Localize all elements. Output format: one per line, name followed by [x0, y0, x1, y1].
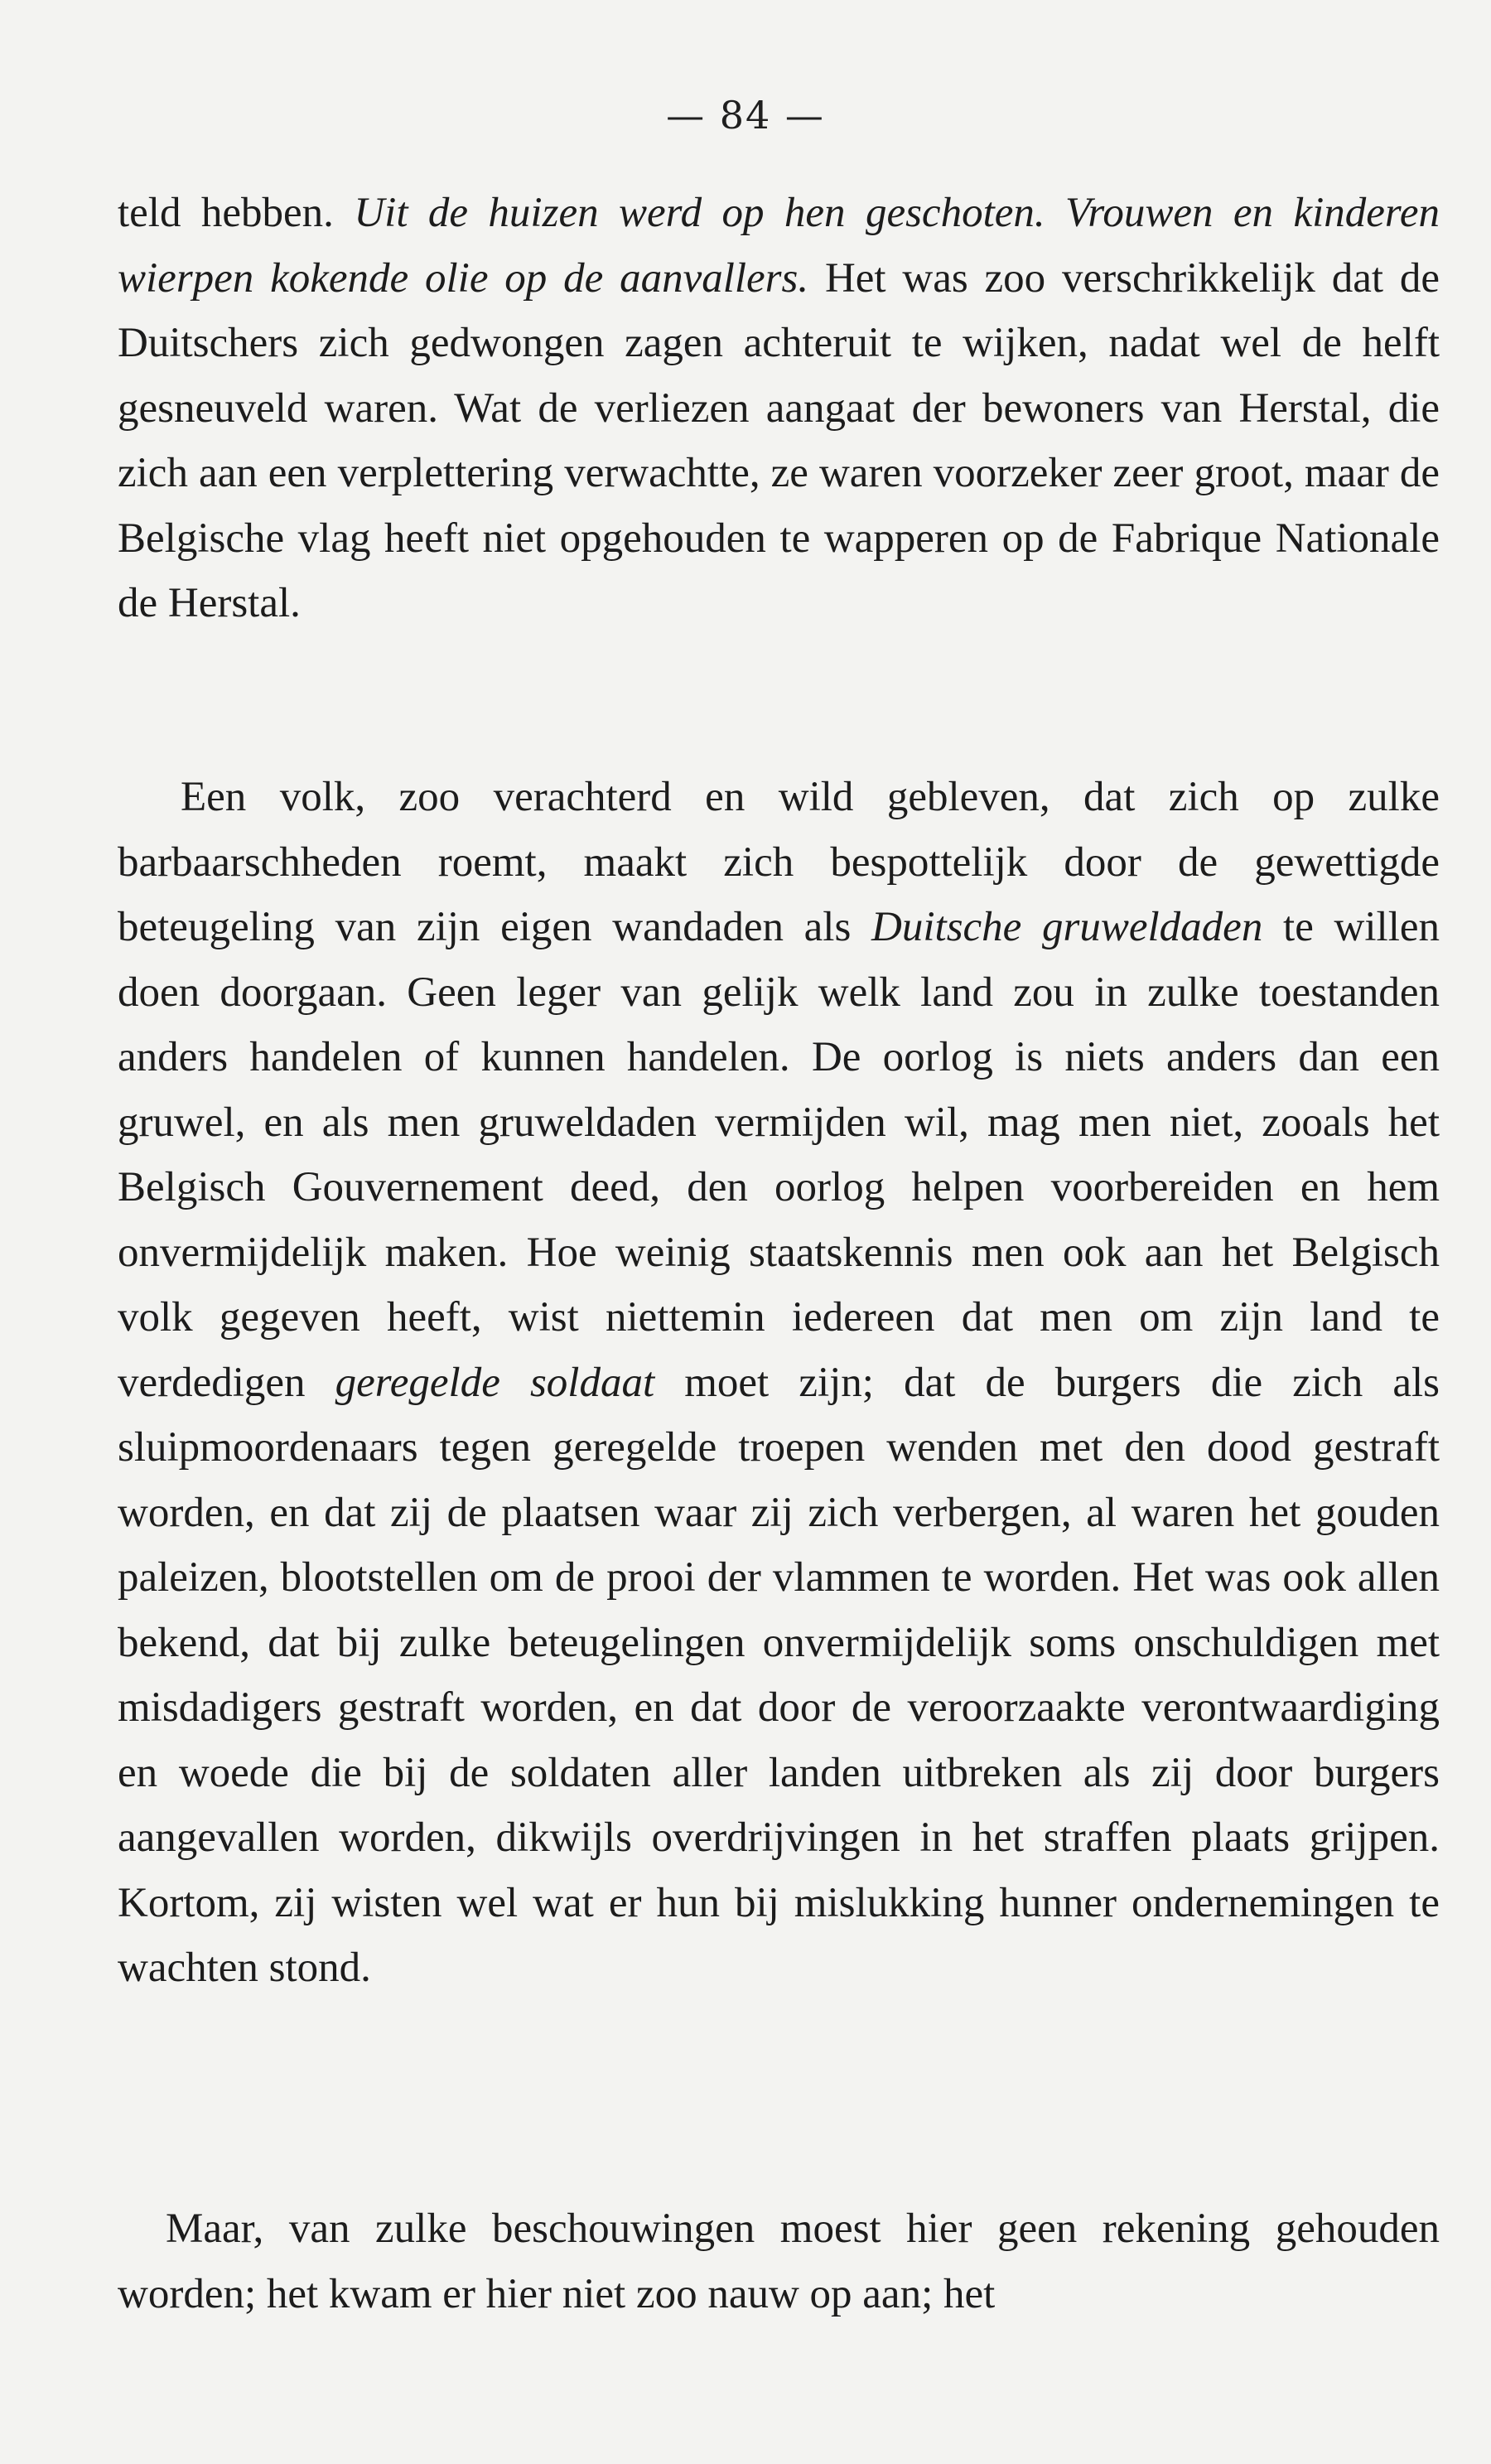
paragraph-2-italic-2: geregelde soldaat	[335, 1359, 655, 1406]
paragraph-2-text-a: Een volk, zoo verachterd en wild gebleven, dat zich op zulke barbaarschheden roemt, maakt zich bespottelijk door de gewettigde beteugeling van zijn eigen wandaden als	[118, 774, 1440, 950]
paragraph-3	[118, 2196, 1440, 2326]
paragraph-1-text-c: Het was zoo verschrikkelijk dat de Duitschers zich gedwongen zagen achteruit te wijken, nadat wel de helft gesneuveld waren. Wat de verliezen aangaat der bewoners van Herstal, die zich aan een verplettering verwachtte, ze waren voorzeker zeer groot, maar de Belgische vlag heeft niet opgehouden te wapperen op de Fabrique Nationale de Herstal.	[118, 254, 1440, 626]
paragraph-2-text-c: te willen doen doorgaan. Geen leger van gelijk welk land zou in zulke toestanden anders handelen of kunnen handelen. De oorlog is niets anders dan een gruwel, en als men gruweldaden vermijden wil, mag men niet, zooals het Belgisch Gouvernement deed, den oorlog helpen voorbereiden en hem onvermijdelijk maken. Hoe weinig staatskennis men ook aan het Belgisch volk gegeven heeft, wist niettemin iedereen dat men om zijn land te verdedigen	[118, 904, 1440, 1406]
paragraph-3-text: Maar, van zulke beschouwingen moest hier geen rekening gehouden worden; het kwam er hier niet zoo nauw op aan; het	[118, 2206, 1440, 2317]
page-number: — 84 —	[666, 93, 825, 138]
paragraph-1-text-a: teld hebben.	[118, 190, 355, 236]
paragraph-1-italic: Uit de huizen werd op hen geschoten. Vrouwen en kinderen wierpen kokende olie op de aanvallers.	[118, 190, 1440, 302]
paragraph-1	[118, 181, 1440, 636]
paragraph-2-text-e: moet zijn; dat de burgers die zich als sluipmoordenaars tegen geregelde troepen wenden met den dood gestraft worden, en dat zij de plaatsen waar zij zich verbergen, al waren het gouden paleizen, blootstellen om de prooi der vlammen te worden. Het was ook allen bekend, dat bij zulke beteugelingen onvermijdelijk soms onschuldigen met misdadigers gestraft worden, en dat door de veroorzaakte verontwaardiging en woede die bij de soldaten aller landen uitbreken als zij door burgers aangevallen worden, dikwijls overdrijvingen in het straffen plaats grijpen. Kortom, zij wisten wel wat er hun bij mislukking hunner ondernemingen te wachten stond.	[118, 1359, 1440, 1991]
paragraph-2	[118, 765, 1440, 2001]
paragraph-2-italic-1: Duitsche gruweldaden	[871, 904, 1263, 950]
